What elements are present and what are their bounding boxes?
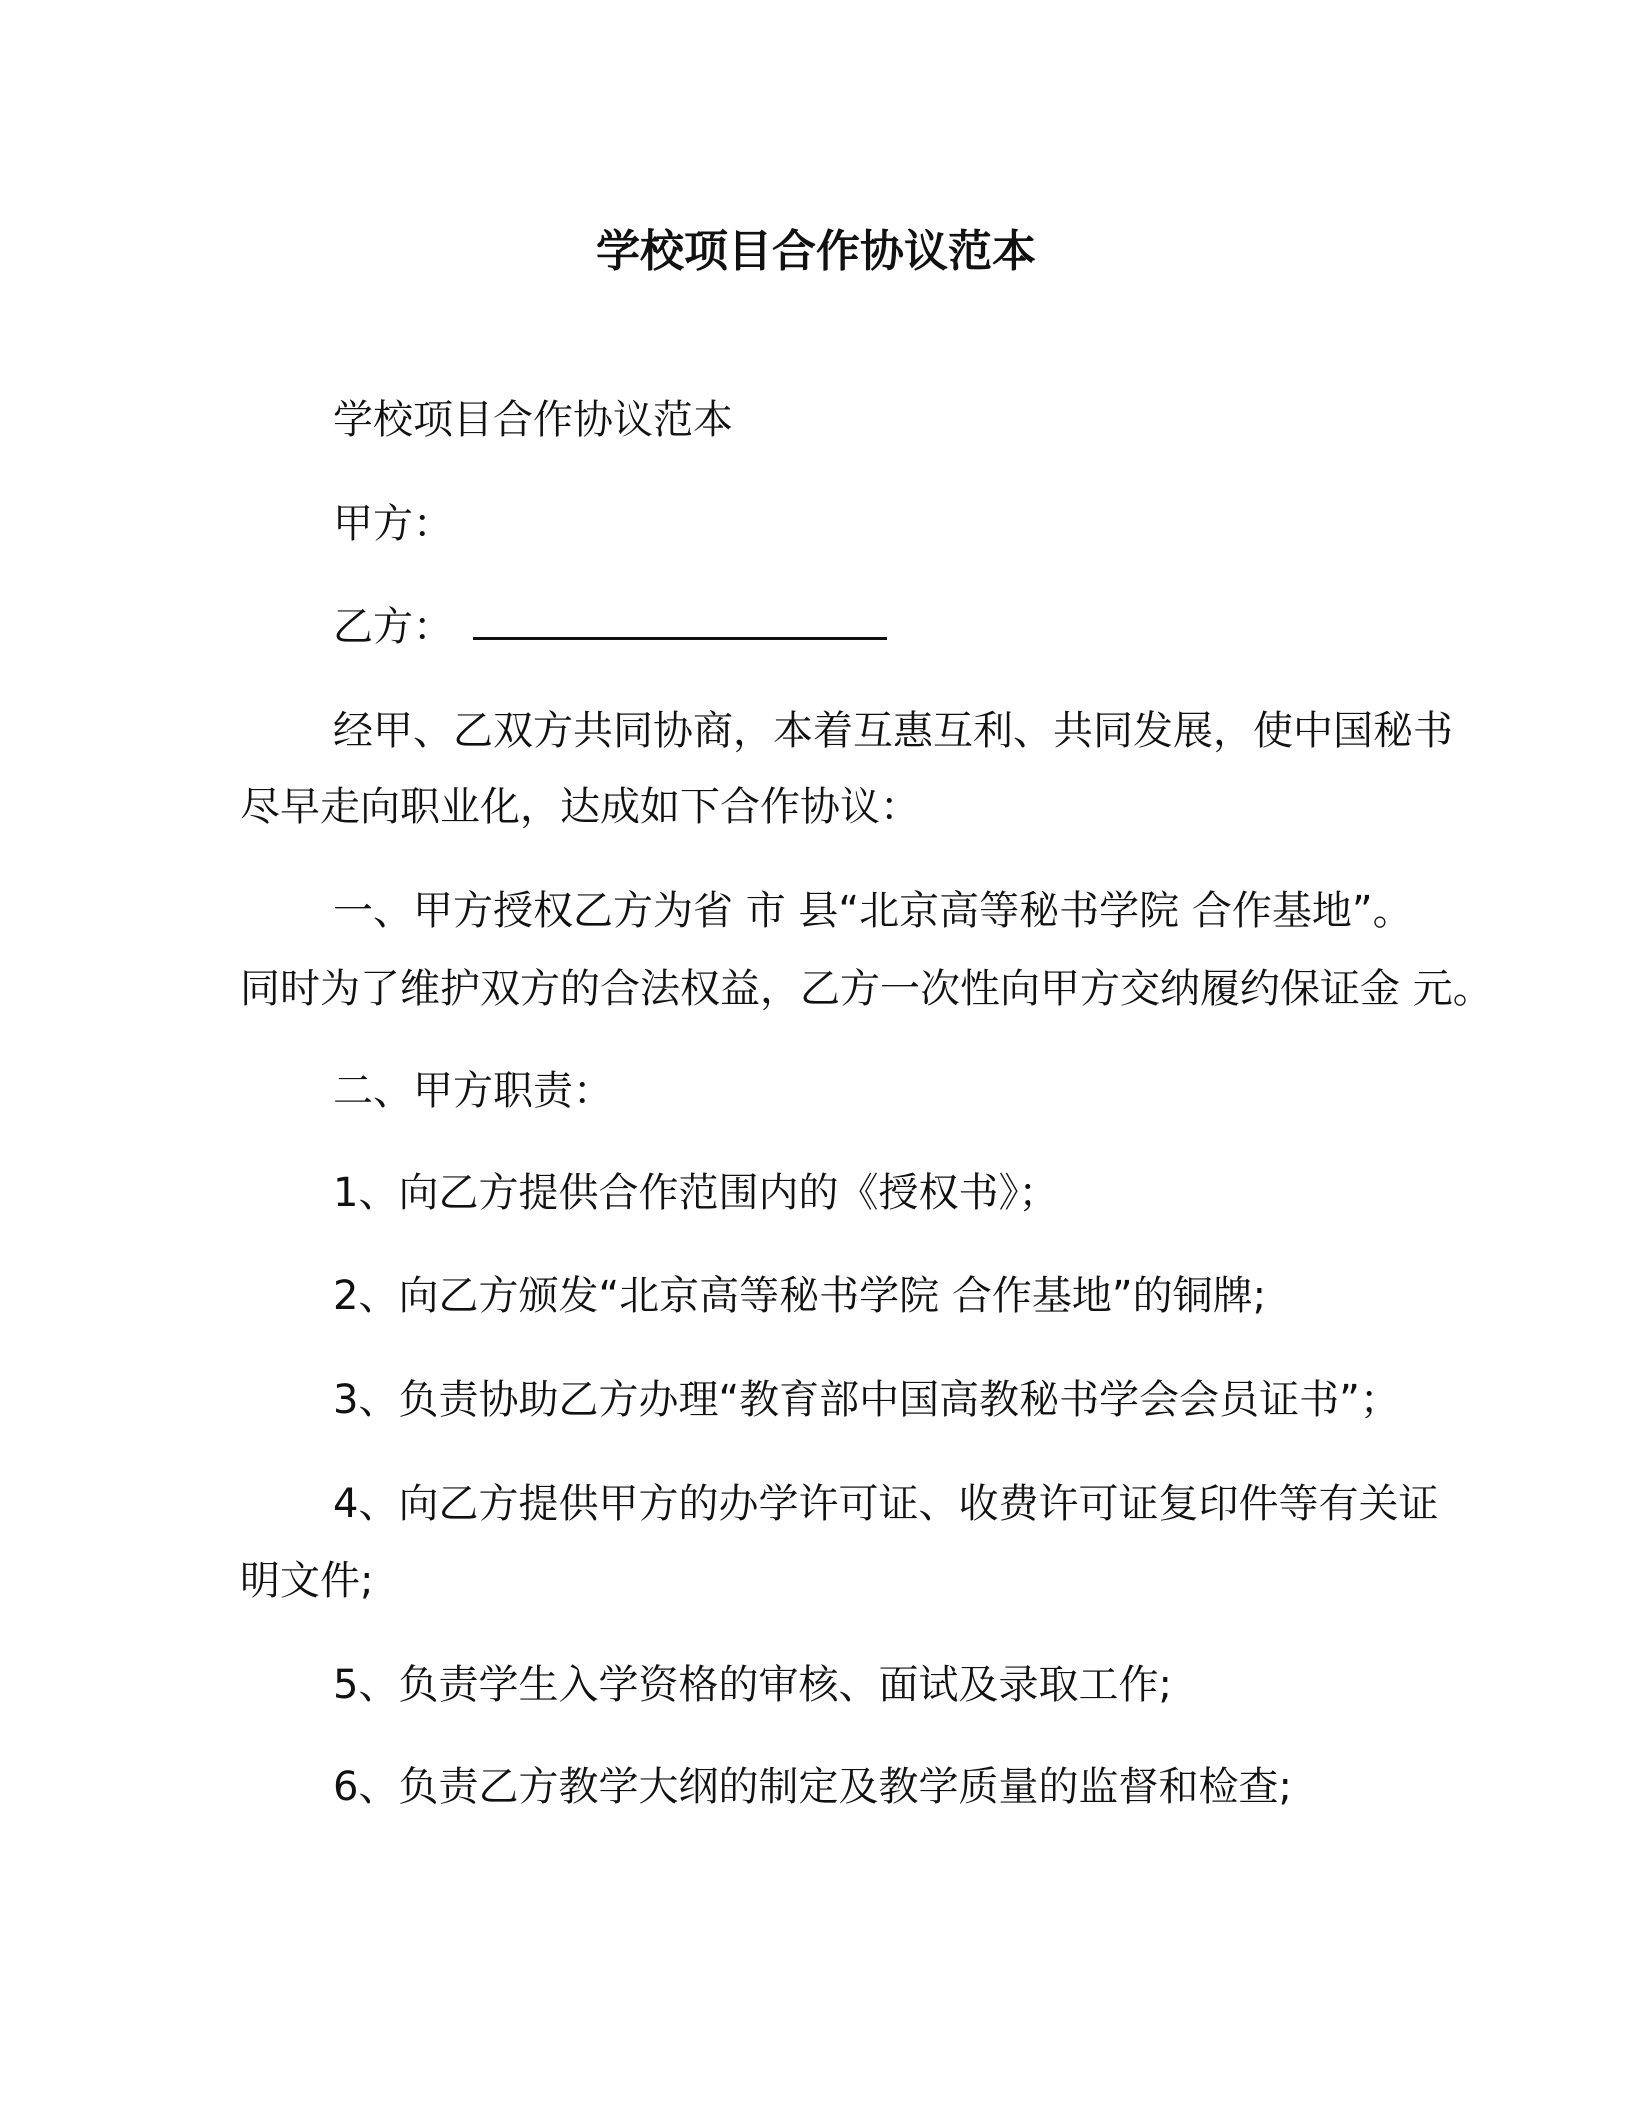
intro-line-2: 尽早走向职业化，达成如下合作协议： xyxy=(240,784,920,830)
intro-line-1: 经甲、乙双方共同协商，本着互惠互利、共同发展，使中国秘书 xyxy=(333,708,1453,754)
item-3: 3、负责协助乙方办理“教育部中国高教秘书学会会员证书”； xyxy=(333,1377,1400,1423)
item-4-line-1: 4、向乙方提供甲方的办学许可证、收费许可证复印件等有关证 xyxy=(333,1481,1439,1527)
subtitle: 学校项目合作协议范本 xyxy=(333,397,733,443)
party-b-blank xyxy=(473,607,887,640)
item-6: 6、负责乙方教学大纲的制定及教学质量的监督和检查; xyxy=(333,1764,1292,1810)
item-1: 1、向乙方提供合作范围内的《授权书》； xyxy=(333,1170,1059,1216)
clause2-heading: 二、甲方职责： xyxy=(333,1068,613,1114)
party-b-label: 乙方： xyxy=(333,604,453,650)
item-4-line-2: 明文件; xyxy=(240,1558,374,1604)
party-a-label: 甲方： xyxy=(333,501,453,547)
item-2: 2、向乙方颁发“北京高等秘书学院 合作基地”的铜牌; xyxy=(333,1273,1267,1319)
document-title: 学校项目合作协议范本 xyxy=(596,226,1036,277)
clause1-line-1: 一、甲方授权乙方为省 市 县“北京高等秘书学院 合作基地”。 xyxy=(333,888,1413,934)
item-5: 5、负责学生入学资格的审核、面试及录取工作; xyxy=(333,1662,1172,1708)
clause1-line-2: 同时为了维护双方的合法权益，乙方一次性向甲方交纳履约保证金 元。 xyxy=(240,966,1493,1012)
party-b-line xyxy=(333,603,887,651)
